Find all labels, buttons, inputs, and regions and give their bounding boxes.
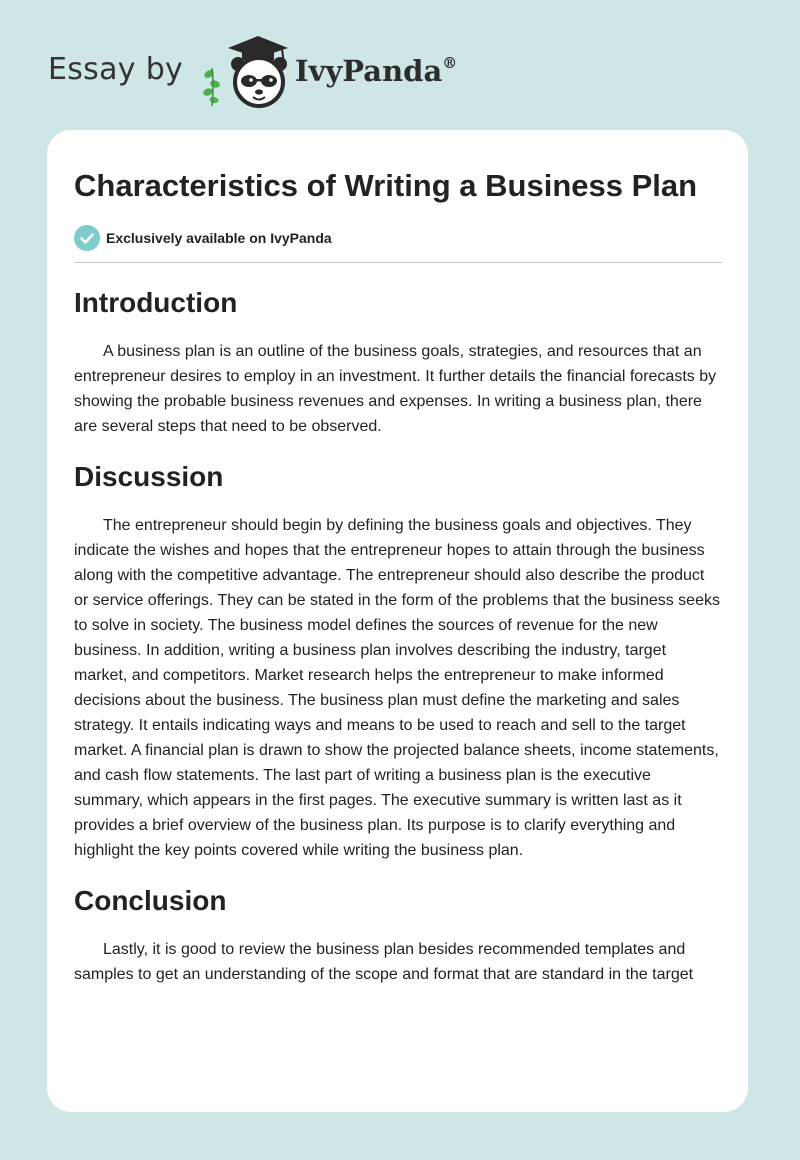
essay-by-label: Essay by	[48, 52, 184, 87]
brand-name[interactable]	[295, 54, 457, 88]
essay-title: Characteristics of Writing a Business Plan	[74, 168, 698, 203]
section-heading-conclusion: Conclusion	[74, 885, 227, 916]
brand-text: IvyPanda	[295, 54, 443, 88]
exclusive-badge-label: Exclusively available on IvyPanda	[106, 230, 332, 246]
checkmark-icon	[74, 225, 100, 251]
exclusive-badge	[74, 225, 722, 251]
essay-card	[47, 130, 748, 1112]
site-header	[48, 34, 648, 114]
section-paragraph-introduction: A business plan is an outline of the business goals, strategies, and resources that an entrepreneur desires to employ in an investment. It further details the financial forecasts by showing the probable business revenues and expenses. In writing a business plan, there are several steps that need to be observed.	[74, 343, 717, 435]
section-heading-discussion: Discussion	[74, 461, 224, 492]
registered-mark: ®	[442, 54, 458, 73]
title-divider	[74, 262, 722, 263]
section-paragraph-discussion: The entrepreneur should begin by defining the business goals and objectives. They indicate the wishes and hopes that the entrepreneur hopes to attain through the business along with the competitive advantage. The entrepreneur should also describe the product or service offerings. They can be stated in the form of the problems that the business seeks to solve in society. The business model defines the sources of revenue for the new business. In addition, writing a business plan involves describing the industry, target market, and competitors. Market research helps the entrepreneur to make informed decisions about the business. The business plan must define the marketing and sales strategy. It entails indicating ways and means to be used to reach and sell to the target market. A financial plan is drawn to show the projected balance sheets, income statements, and cash flow statements. The last part of writing a business plan is the executive summary, which appears in the first pages. The executive summary is written last as it provides a brief overview of the business plan. Its purpose is to clarify everything and highlight the key points covered while writing the business plan.	[74, 517, 720, 859]
section-heading-introduction: Introduction	[74, 287, 238, 318]
section-paragraph-conclusion: Lastly, it is good to review the business plan besides recommended templates and samples to get an understanding of the scope and format that are standard in the target	[74, 941, 694, 983]
panda-logo-icon[interactable]	[200, 34, 296, 110]
